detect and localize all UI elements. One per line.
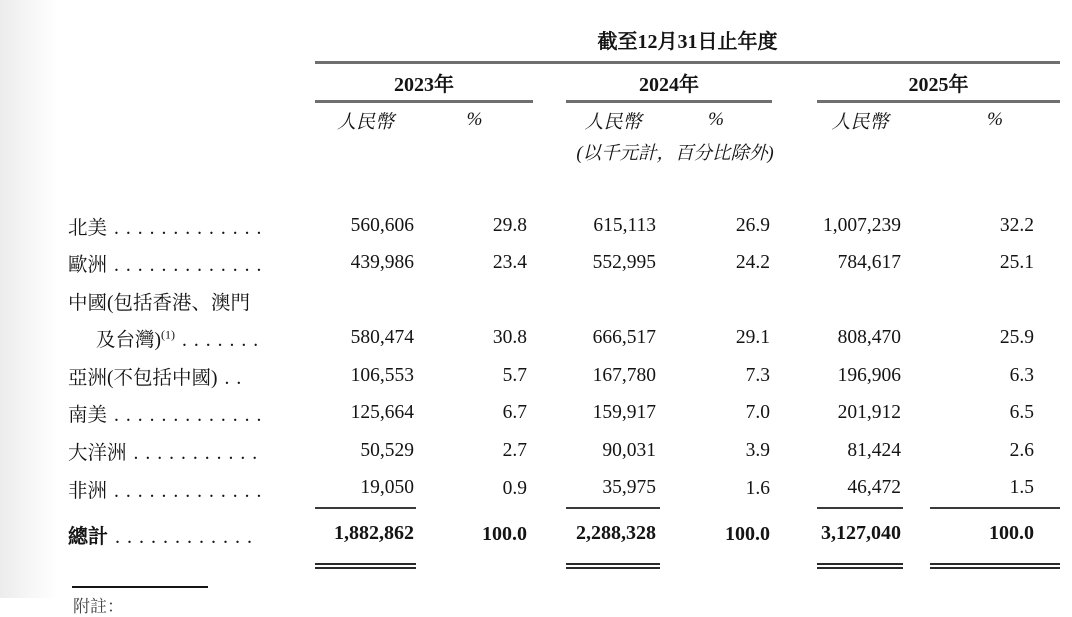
footnote-marker: (1)	[161, 327, 175, 342]
total-value-cell: 1,882,862	[315, 508, 416, 566]
spacer-cell	[533, 207, 566, 245]
value-cell: 6.5	[1009, 402, 1034, 424]
value-cell: 0.9	[502, 477, 527, 499]
row-label	[68, 470, 315, 509]
value-cell: 159,917	[592, 402, 656, 424]
china-row-line2	[68, 320, 1060, 358]
rmb-header-2023: 人民幣	[336, 111, 394, 133]
value-cell: 560,606	[350, 214, 414, 236]
value-cell: 24.2	[735, 252, 770, 274]
spacer-cell	[903, 432, 930, 470]
region-name: 大洋洲	[68, 442, 127, 464]
region-name: 北美	[68, 217, 108, 239]
value-cell: 7.3	[745, 364, 770, 386]
region-name: 亞洲(不包括中國)	[68, 367, 218, 389]
value-cell: 90,031	[602, 439, 656, 461]
year-header-2023: 2023年	[315, 63, 533, 102]
spacer-cell	[533, 102, 566, 138]
spacer-cell	[903, 102, 930, 138]
value-cell: 196,906	[837, 364, 901, 386]
spacer-cell	[533, 470, 566, 509]
spacer-cell	[772, 357, 817, 395]
china-row-line1	[68, 282, 1060, 320]
dot-leader: .............	[114, 255, 269, 277]
value-cell: 580,474	[350, 327, 414, 349]
spacer-cell	[903, 207, 930, 245]
value-cell: 615,113	[593, 214, 656, 236]
spacer-cell	[772, 207, 817, 245]
spacer-cell	[68, 137, 533, 169]
total-value-cell: 100.0	[482, 522, 527, 545]
rmb-header-2024: 人民幣	[584, 111, 642, 133]
value-cell: 167,780	[592, 364, 656, 386]
spacer-cell	[903, 357, 930, 395]
south-america-row	[68, 395, 1060, 433]
dot-leader: .............	[114, 217, 269, 239]
value-cell: 25.1	[999, 252, 1034, 274]
year-header-2024: 2024年	[566, 63, 772, 102]
europe-row	[68, 245, 1060, 283]
spacer-cell	[772, 102, 817, 138]
value-cell: 552,995	[592, 252, 656, 274]
value-cell: 35,975	[566, 470, 660, 509]
africa-row	[68, 470, 1060, 509]
spacer-cell	[68, 169, 1060, 207]
row-label	[68, 320, 315, 358]
value-cell: 30.8	[492, 327, 527, 349]
value-cell: 2.7	[502, 439, 527, 461]
year-header-row	[68, 63, 1060, 102]
value-cell: 19,050	[315, 470, 416, 509]
total-value-cell: 3,127,040	[817, 508, 903, 566]
spacer-row	[68, 169, 1060, 207]
region-name: 中國(包括香港、澳門	[68, 292, 250, 314]
value-cell: 6.3	[1009, 364, 1034, 386]
spacer-cell	[903, 508, 930, 566]
dot-leader: ............	[115, 525, 259, 548]
spacer-cell	[772, 395, 817, 433]
revenue-by-region-table	[68, 12, 1060, 569]
value-cell: 7.0	[745, 402, 770, 424]
spacer-cell	[772, 508, 817, 566]
column-header-row	[68, 102, 1060, 138]
spacer-cell	[817, 137, 1060, 169]
spacer-cell	[533, 357, 566, 395]
value-cell: 29.8	[492, 214, 527, 236]
percent-header-2025: %	[987, 109, 1003, 130]
value-cell: 50,529	[360, 439, 414, 461]
footnote-divider	[72, 586, 208, 588]
spacer-cell	[533, 245, 566, 283]
spacer-cell	[68, 102, 315, 138]
row-label	[68, 508, 315, 566]
row-label	[68, 395, 315, 433]
value-cell: 25.9	[999, 327, 1034, 349]
rmb-header-2025: 人民幣	[831, 111, 889, 133]
spacer-cell	[903, 395, 930, 433]
unit-note-row	[68, 137, 1060, 169]
spacer-cell	[772, 63, 817, 102]
footnote-stub: 附註：	[73, 597, 124, 616]
dot-leader: .......	[182, 330, 266, 352]
total-label: 總計	[68, 525, 108, 548]
value-cell: 439,986	[350, 252, 414, 274]
percent-header-2023: %	[466, 109, 483, 130]
row-label	[68, 245, 315, 283]
total-row	[68, 508, 1060, 566]
north-america-row	[68, 207, 1060, 245]
spacer-cell	[903, 320, 930, 358]
value-cell: 201,912	[837, 402, 901, 424]
spacer-cell	[772, 245, 817, 283]
spacer-cell	[533, 320, 566, 358]
value-cell: 125,664	[350, 402, 414, 424]
spacer-cell	[68, 12, 315, 63]
spacer-cell	[772, 470, 817, 509]
value-cell: 1.5	[930, 470, 1060, 509]
value-cell: 5.7	[502, 364, 527, 386]
row-label	[68, 432, 315, 470]
region-name: 歐洲	[68, 255, 108, 277]
spacer-cell	[533, 508, 566, 566]
spacer-cell	[533, 63, 566, 102]
spacer-cell	[772, 432, 817, 470]
percent-header-2024: %	[708, 109, 724, 130]
row-label	[68, 357, 315, 395]
period-header: 截至12月31日止年度	[315, 12, 1060, 63]
value-cell: 29.1	[735, 327, 770, 349]
dot-leader: ...........	[133, 442, 265, 464]
value-cell: 6.7	[502, 402, 527, 424]
total-value-cell: 100.0	[725, 522, 770, 545]
row-label	[68, 207, 315, 245]
value-cell: 666,517	[592, 327, 656, 349]
period-header-row	[68, 12, 1060, 63]
value-cell: 26.9	[735, 214, 770, 236]
value-cell: 808,470	[837, 327, 901, 349]
value-cell: 3.9	[745, 439, 770, 461]
region-name: 南美	[68, 405, 108, 427]
value-cell: 2.6	[1009, 439, 1034, 461]
asia-ex-china-row	[68, 357, 1060, 395]
spacer-cell	[533, 432, 566, 470]
region-name: 及台灣)	[96, 330, 161, 352]
spacer-cell	[68, 63, 315, 102]
total-value-cell: 100.0	[930, 508, 1060, 566]
value-cell: 1.6	[745, 477, 770, 499]
year-header-2025: 2025年	[817, 63, 1060, 102]
dot-leader: .............	[114, 405, 269, 427]
total-value-cell: 2,288,328	[566, 508, 660, 566]
value-cell: 106,553	[350, 364, 414, 386]
value-cell: 23.4	[492, 252, 527, 274]
spacer-cell	[315, 282, 1060, 320]
spacer-cell	[903, 245, 930, 283]
value-cell: 32.2	[999, 214, 1034, 236]
row-label	[68, 282, 315, 320]
spacer-cell	[533, 395, 566, 433]
dot-leader: .............	[114, 480, 269, 502]
value-cell: 1,007,239	[823, 214, 901, 236]
spacer-cell	[903, 470, 930, 509]
oceania-row	[68, 432, 1060, 470]
value-cell: 784,617	[837, 252, 901, 274]
unit-note: (以千元計，百分比除外)	[576, 144, 774, 164]
value-cell: 81,424	[847, 439, 901, 461]
spacer-cell	[772, 320, 817, 358]
dot-leader: ..	[224, 367, 249, 389]
region-name: 非洲	[68, 480, 108, 502]
page-edge-shadow	[0, 0, 58, 598]
value-cell: 46,472	[817, 470, 903, 509]
